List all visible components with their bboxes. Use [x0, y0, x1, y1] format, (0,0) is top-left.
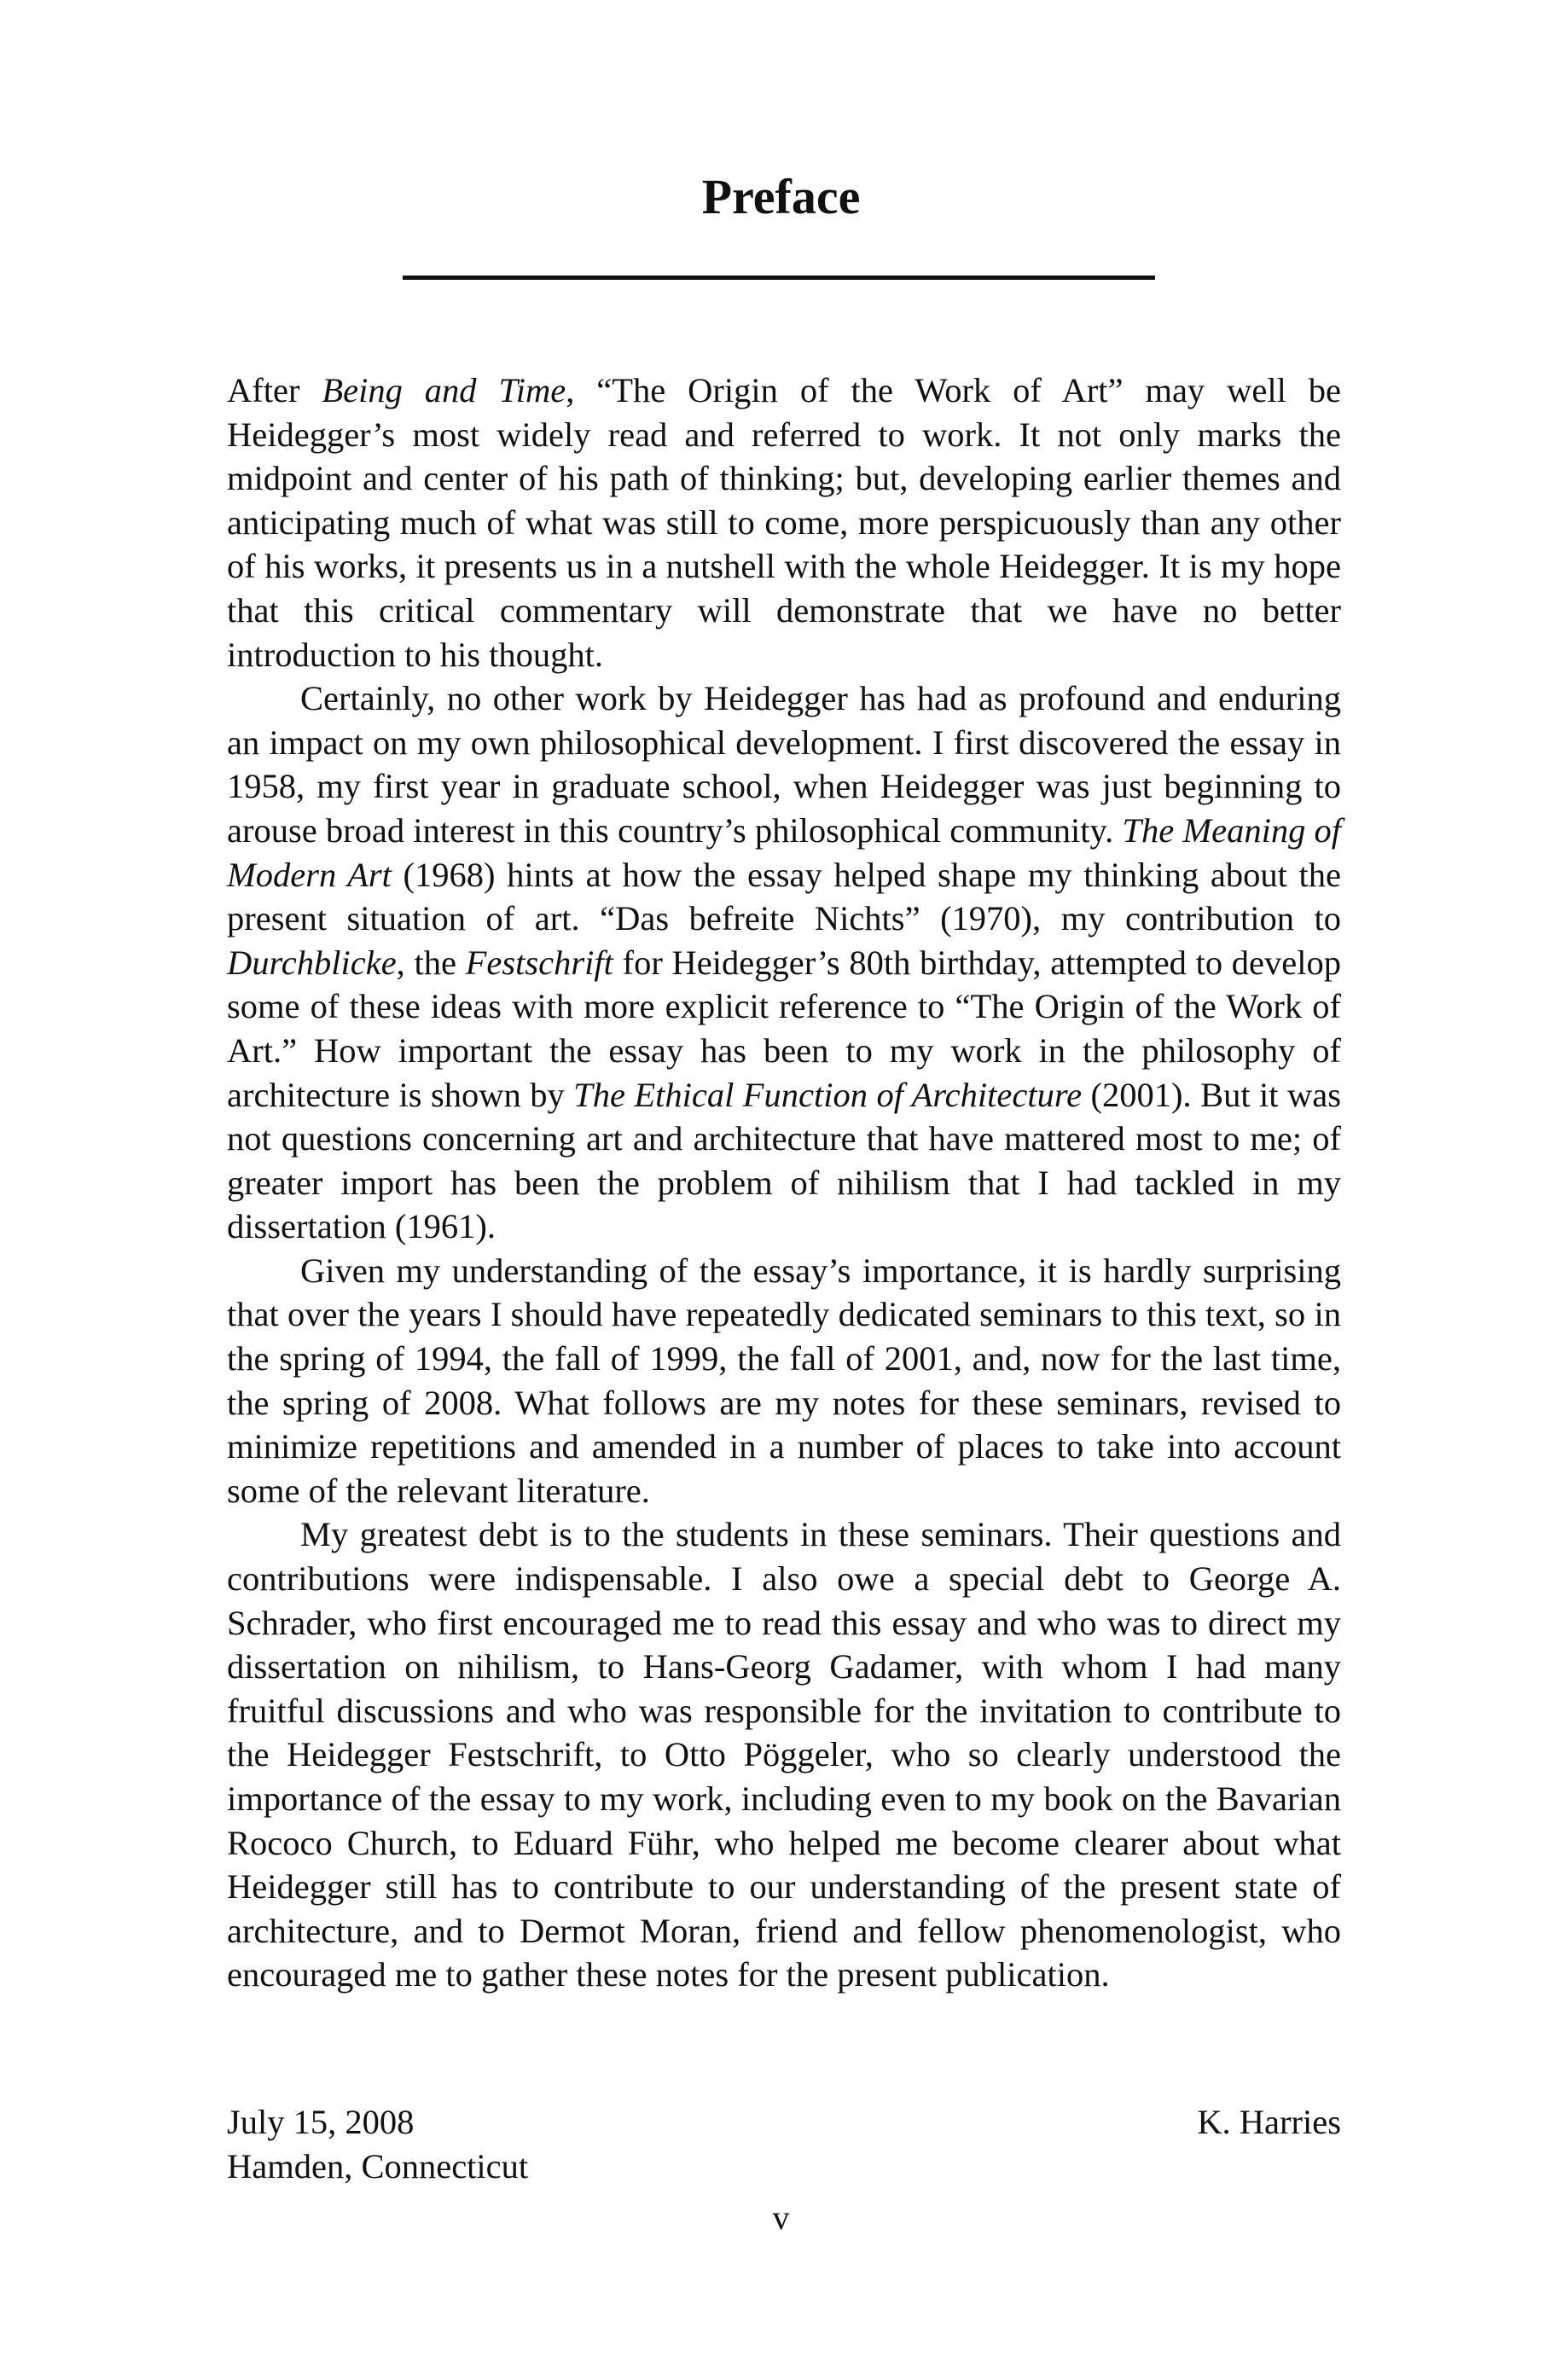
- title-rule: [403, 276, 1155, 280]
- paragraph: [227, 369, 1341, 676]
- paragraph: [227, 1249, 1341, 1513]
- paragraph-text: (2001). But it was not questions concerning art and architecture that have mattered most to me; of greater import has been the problem of nihilism that I had tackled in my dissertation (1961).: [227, 1075, 1341, 1246]
- paragraph-text: for Heidegger’s 80th birthday, attempted to develop some of these ideas with more explicit reference to “The Origin of the Work of Art.” How important the essay has been to my work in the philosophy of architecture is shown by: [227, 943, 1342, 1114]
- author-signature: K. Harries: [1197, 2103, 1341, 2141]
- closing-place: Hamden, Connecticut: [227, 2147, 529, 2186]
- paragraph-text: , the: [396, 943, 466, 982]
- paragraph-text: Given my understanding of the essay’s importance, it is hardly surprising that over the years I should have repeatedly dedicated seminars to this text, so in the spring of 1994, the fall of 1999, the fall of 2001, and, now for the last time, the spring of 2008. What follows are my notes for these seminars, revised to minimize repetitions and amended in a number of places to take into account some of the relevant literature.: [227, 1251, 1341, 1510]
- closing-block: [227, 2100, 1341, 2189]
- paragraph-text: My greatest debt is to the students in these seminars. Their questions and contributions were indispensable. I also owe a special debt to George A. Schrader, who first encouraged me to read this essay and who was to direct my dissertation on nihilism, to Hans-Georg Gadamer, with whom I had many fruitful discussions and who was responsible for the invitation to contribute to the Heidegger Festschrift, to Otto Pöggeler, who so clearly understood the importance of the essay to my work, including even to my book on the Bavarian Rococo Church, to Eduard Führ, who helped me become clearer about what Heidegger still has to contribute to our understanding of the present state of architecture, and to Dermot Moran, friend and fellow phenomenologist, who encouraged me to gather these notes for the present publication.: [227, 1515, 1341, 1994]
- paragraph-text: (1968) hints at how the essay helped shape my thinking about the present situation of art. “Das befreite Nichts” (1970), my contribution to: [227, 855, 1341, 938]
- page-title: Preface: [701, 169, 861, 224]
- paragraph-text: Certainly, no other work by Heidegger has had as profound and enduring an impact on my own philosophical development. I first discovered the essay in 1958, my first year in graduate school, when Heidegger was just beginning to arouse broad interest in this country’s philosophical community.: [227, 679, 1341, 850]
- paragraph-text: , “The Origin of the Work of Art” may well be Heidegger’s most widely read and referred to work. It not only marks the midpoint and center of his path of thinking; but, developing earlier themes and anticipating much of what was still to come, more perspicuously than any other of his works, it presents us in a nutshell with the whole Heidegger. It is my hope that this critical commentary will demonstrate that we have no better introduction to his thought.: [227, 371, 1342, 674]
- italic-title-text: Being and Time: [322, 371, 566, 409]
- page-number: v: [772, 2198, 790, 2237]
- italic-title-text: Festschrift: [465, 943, 613, 982]
- italic-title-text: The Meaning of Modern Art: [227, 810, 1341, 894]
- paragraph-text: After: [227, 371, 322, 409]
- paragraph: [227, 676, 1341, 1249]
- italic-title-text: Durchblicke: [227, 943, 397, 982]
- paragraph: [227, 1512, 1341, 1997]
- closing-date: July 15, 2008: [227, 2103, 415, 2141]
- italic-title-text: The Ethical Function of Architecture: [573, 1075, 1083, 1114]
- preface-body: [227, 369, 1341, 1997]
